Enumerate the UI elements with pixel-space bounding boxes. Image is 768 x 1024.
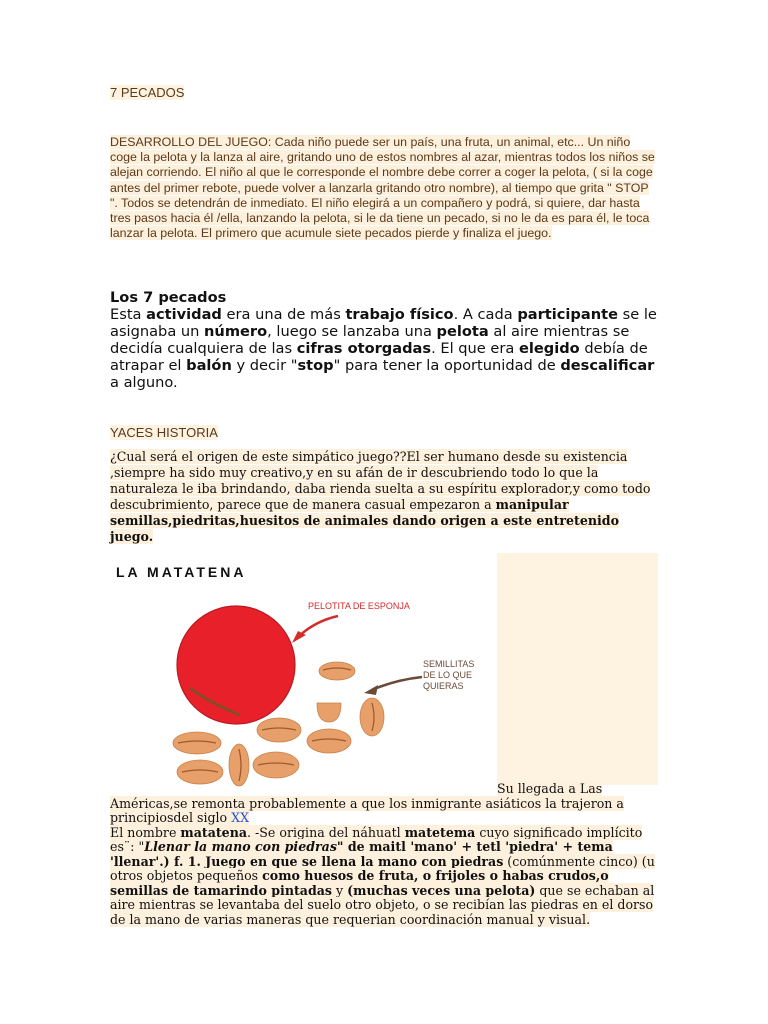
bold-run: elegido	[518, 340, 580, 357]
bold-run: actividad	[146, 306, 222, 323]
ball-icon	[177, 606, 295, 724]
bold-run: pelota	[436, 323, 489, 340]
bold-run: matetema	[404, 824, 476, 840]
bold-run: (muchas veces una pelota)	[347, 882, 536, 898]
title-text: 7 PECADOS	[110, 85, 185, 100]
bold-run: balón	[186, 357, 232, 374]
text-run: era una de más	[221, 306, 346, 323]
text-run: a alguno.	[110, 374, 178, 391]
label-semillitas-2: DE LO QUE	[423, 670, 473, 680]
text-run: . El que era	[431, 340, 519, 357]
figure-title: LA MATATENA	[116, 564, 247, 580]
text-run: ¿Cual será el origen de este simpático juego??El ser humano desde su existencia ,siempre ha sido muy creativo,y en su afán de ir descubriendo todo lo que la naturaleza le iba brindando, daba rienda suelta a su espíritu explorador,y como todo descubrimiento, parece que de manera casual empezaron a	[110, 449, 651, 512]
desarrollo-text: DESARROLLO DEL JUEGO: Cada niño puede ser un país, una fruta, un animal, etc... Un niño coge la pelota y la lanza al aire, gritando uno de estos nombres al azar, mientras todos los niños se alejan corriendo. El niño al que le corresponde el nombre debe correr a coger la pelota, ( si la coge antes del primer rebote, puede volver a lanzarla gritando otro nombre), al tiempo que grita " STOP ". Todos se detendrán de inmediato. El niño elegirá a un compañero y podrá, si quiere, dar hasta tres pasos hacia él /ella, lanzando la pelota, si le da tiene un pecado, si no le da es para él, le toca lanzar la pelota. El primero que acumule siete pecados pierde y finaliza el juego.	[110, 135, 655, 241]
text-run: cuyo significado implícito es¨: "	[110, 824, 643, 854]
section-title-7-pecados	[110, 85, 184, 101]
desarrollo-paragraph	[110, 135, 655, 241]
seed-icon	[319, 662, 355, 680]
highlight-block	[497, 553, 658, 785]
matatena-illustration	[110, 553, 497, 796]
text-run: que se echaban al aire mientras se levantaba del suelo otro objeto, o se recibían las piedras en el dorso de la mano de varias maneras que requerian coordinación manual y visual.	[110, 882, 655, 927]
text-run: debía de atrapar el	[110, 340, 648, 374]
los-7-pecados-heading: Los 7 pecados	[110, 289, 227, 306]
text-run: Su llegada a Las Américas,se remonta probablemente a que los inmigrante asiáticos la trajeron a principiosdel siglo	[110, 781, 624, 825]
text-run: " para tener la oportunidad de	[333, 357, 561, 374]
origen-paragraph	[110, 449, 658, 545]
los-7-pecados-section	[110, 289, 660, 391]
bold-run: matatena	[180, 824, 248, 840]
bold-run: manipular semillas,piedritas,huesitos de animales dando origen a este entretenido juego.	[110, 497, 620, 544]
bold-run: participante	[517, 306, 618, 323]
bold-run: descalificar	[560, 357, 655, 374]
bold-italic-run: Llenar la mano con piedras	[144, 839, 337, 854]
label-pelotita: PELOTITA DE ESPONJA	[308, 601, 410, 611]
bold-run: trabajo físico	[345, 306, 454, 323]
century-link[interactable]: XX	[231, 810, 250, 825]
text-run: al aire mientras se decidía cualquiera de las	[110, 323, 630, 357]
americas-paragraph	[110, 782, 662, 927]
yaces-text: YACES HISTORIA	[110, 425, 218, 440]
text-run: y decir "	[231, 357, 298, 374]
bold-run: cifras otorgadas	[296, 340, 432, 357]
label-semillitas-1: SEMILLITAS	[423, 659, 475, 669]
bold-run: stop	[297, 357, 334, 374]
text-run: Esta	[110, 306, 147, 323]
text-run: El nombre	[110, 824, 181, 840]
text-run: . -Se origina del náhuatl	[247, 824, 405, 840]
text-run: . A cada	[453, 306, 518, 323]
text-run: , luego se lanzaba una	[267, 323, 437, 340]
bold-run: como huesos de fruta, o frijoles o habas crudos,o semillas de tamarindo pintadas	[110, 868, 609, 898]
text-run: y	[332, 882, 348, 898]
label-semillitas-3: QUIERAS	[423, 681, 464, 691]
section-title-yaces-historia	[110, 425, 218, 441]
text-run: (comúnmente cinco) (u otros objetos pequeños	[110, 853, 655, 883]
bold-run: " de maitl 'mano' + tetl 'piedra' + tema 'llenar'.) f. 1. Juego en que se llena la mano con piedras	[110, 839, 613, 869]
bold-run: número	[204, 323, 268, 340]
text-run: se le asignaba un	[110, 306, 657, 340]
